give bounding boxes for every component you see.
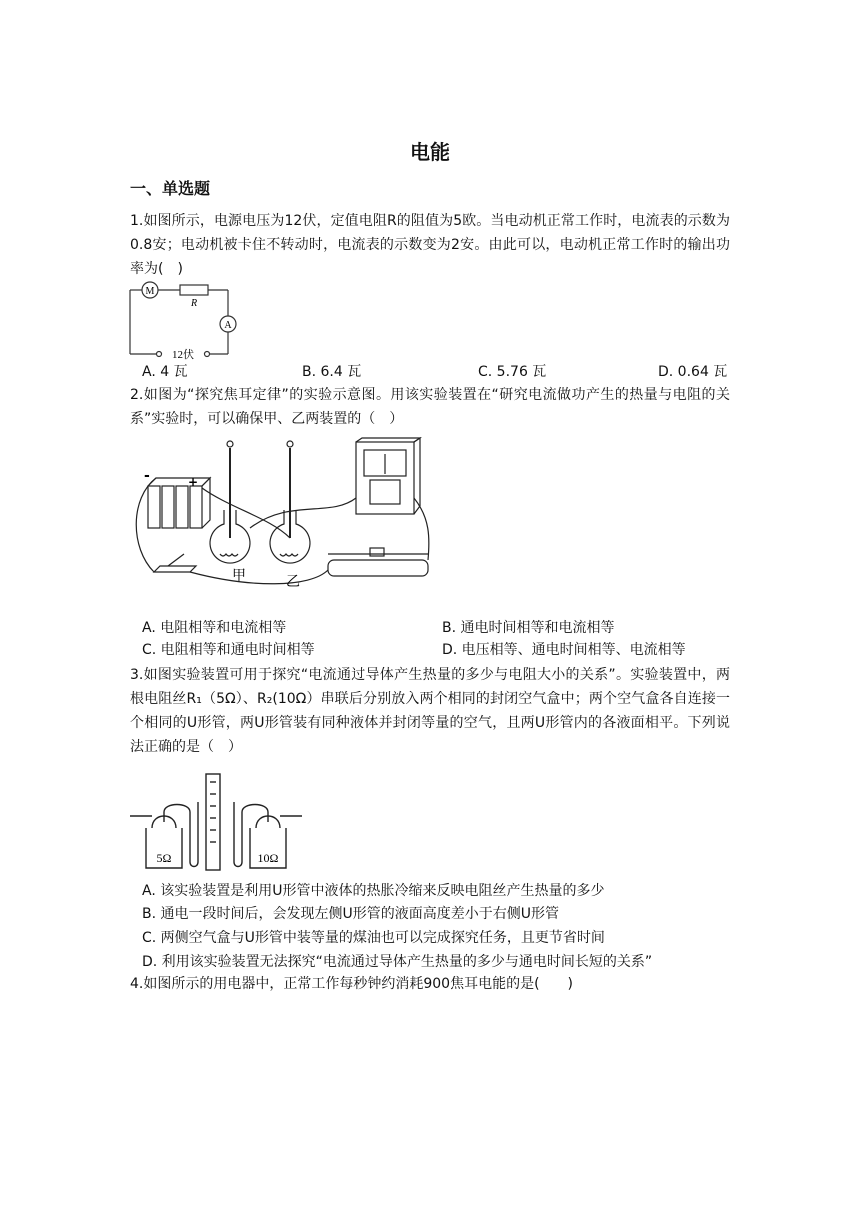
right-box-label: 10Ω	[257, 851, 279, 865]
question-3-u-tube-figure	[130, 772, 302, 872]
question-4-stem: 4.如图所示的用电器中，正常工作每秒钟约消耗900焦耳电能的是( )	[130, 976, 574, 992]
flask-left-label: 甲	[232, 568, 246, 584]
scale-ruler	[206, 774, 220, 870]
question-1-circuit-figure	[128, 280, 238, 362]
resistor-symbol	[180, 285, 208, 295]
battery-cell	[148, 486, 160, 528]
q2-option-a: A. 电阻相等和电流相等	[142, 620, 287, 636]
rheostat	[328, 560, 428, 576]
q3-option-a: A. 该实验装置是利用U形管中液体的热胀冷缩来反映电阻丝产生热量的多少	[142, 883, 605, 899]
q1-option-b: B. 6.4 瓦	[302, 364, 362, 380]
question-2-stem: 2.如图为“探究焦耳定律”的实验示意图。用该实验装置在“研究电流做功产生的热量与电阻的关系”实验时，可以确保甲、乙两装置的（ ）	[130, 387, 730, 427]
section-heading: 一、单选题	[130, 179, 211, 198]
q1-option-d: D. 0.64 瓦	[658, 364, 728, 380]
q2-option-c: C. 电阻相等和通电时间相等	[142, 642, 315, 658]
resistor-label: R	[190, 298, 198, 309]
q2-option-d: D. 电压相等、通电时间相等、电流相等	[442, 642, 686, 658]
question-3-stem: 3.如图实验装置可用于探究“电流通过导体产生热量的多少与电阻大小的关系”。实验装置中，两根电阻丝R₁（5Ω）、R₂(10Ω）串联后分别放入两个相同的封闭空气盒中；两个空气盒各自连接一个相同的U形管，两U形管装有同种液体并封闭等量的空气，且两U形管内的各液面相平。下列说法正确的是（ ）	[130, 667, 730, 755]
q1-option-c: C. 5.76 瓦	[478, 364, 547, 380]
plus-label: +	[188, 475, 199, 489]
left-box-label: 5Ω	[156, 851, 172, 865]
question-2-joule-experiment-figure	[130, 438, 450, 598]
flask-right-label: 乙	[286, 574, 300, 590]
ammeter-box	[356, 442, 414, 514]
q2-option-b: B. 通电时间相等和电流相等	[442, 620, 615, 636]
document-title: 电能	[410, 140, 450, 164]
switch	[154, 566, 196, 572]
q3-option-d: D. 利用该实验装置无法探究“电流通过导体产生热量的多少与通电时间长短的关系”	[142, 954, 653, 970]
q3-option-b: B. 通电一段时间后，会发现左侧U形管的液面高度差小于右侧U形管	[142, 906, 559, 922]
voltage-label: 12伏	[172, 349, 194, 361]
question-1-stem: 1.如图所示，电源电压为12伏，定值电阻R的阻值为5欧。当电动机正常工作时，电流表的示数为0.8安；电动机被卡住不转动时，电流表的示数变为2安。由此可以，电动机正常工作时的输出功率为( )	[130, 213, 730, 277]
q3-option-c: C. 两侧空气盒与U形管中装等量的煤油也可以完成探究任务，且更节省时间	[142, 930, 605, 946]
motor-label: M	[145, 286, 155, 297]
minus-label: -	[144, 468, 150, 484]
ammeter-label: A	[224, 320, 232, 331]
q1-option-a: A. 4 瓦	[142, 364, 188, 380]
